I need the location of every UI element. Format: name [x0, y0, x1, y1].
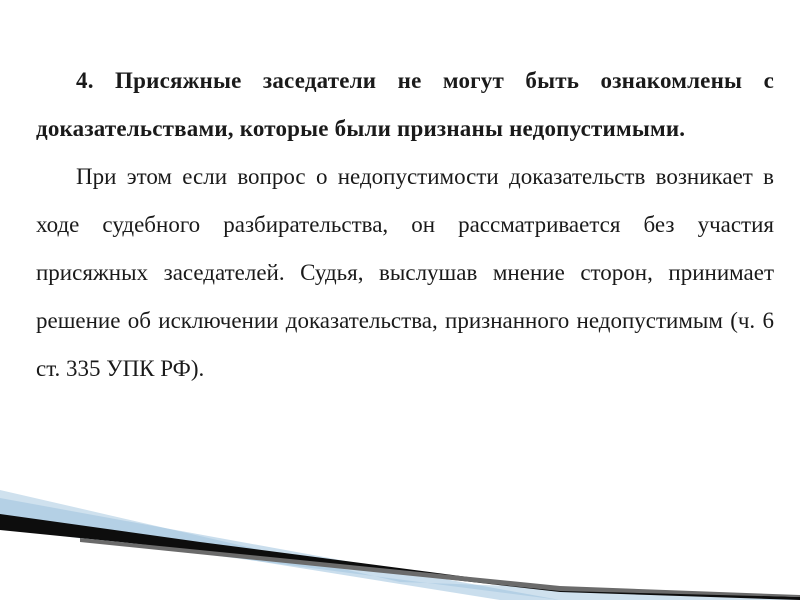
- slide-content: [36, 57, 774, 393]
- stripes-graphic: [0, 470, 800, 600]
- decorative-stripes: [0, 470, 800, 600]
- paragraph-body: При этом если вопрос о недопустимости доказательств возникает в ходе судебного разбирательства, он рассматривается без участия присяжных заседателей. Судья, выслушав мнение сторон, принимает решение об исключении доказательства, признанного недопустимым (ч. 6 ст. 335 УПК РФ).: [36, 164, 774, 381]
- paragraph-heading: 4. Присяжные заседатели не могут быть ознакомлены с доказательствами, которые были признаны недопустимыми.: [36, 68, 774, 141]
